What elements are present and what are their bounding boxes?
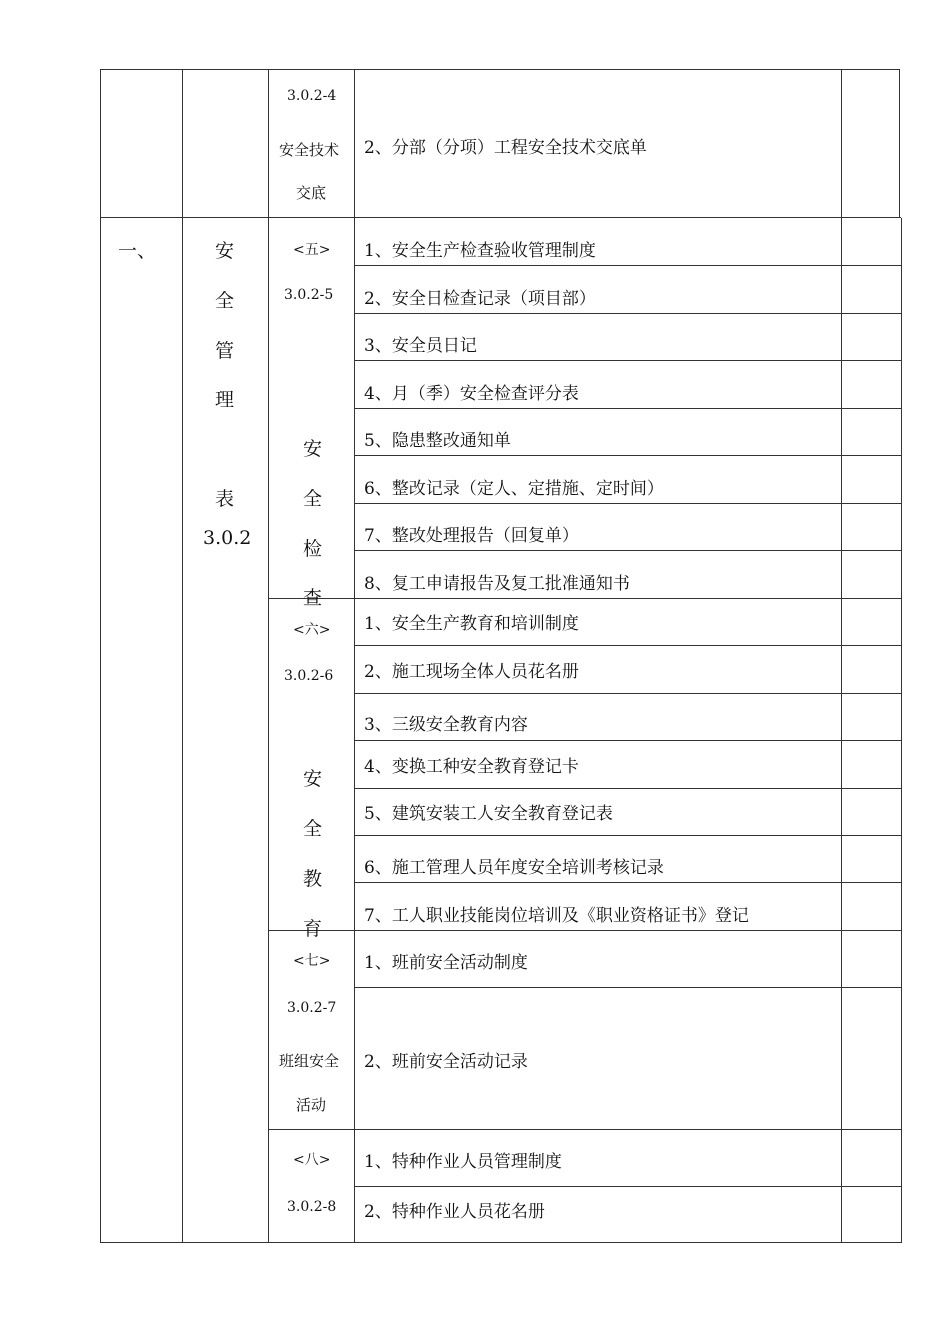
row-line xyxy=(354,313,901,314)
list-item: 5、建筑安装工人安全教育登记表 xyxy=(364,804,613,824)
row-line xyxy=(354,740,901,741)
block-code: 3.0.2-7 xyxy=(287,1000,337,1016)
list-item: 7、工人职业技能岗位培训及《职业资格证书》登记 xyxy=(364,906,749,926)
list-item: 4、变换工种安全教育登记卡 xyxy=(364,757,579,777)
col-line-left xyxy=(100,69,101,1243)
list-item: 2、施工现场全体人员花名册 xyxy=(364,662,579,682)
row-line xyxy=(354,455,901,456)
list-item: 1、特种作业人员管理制度 xyxy=(364,1152,562,1172)
col-line-1 xyxy=(182,69,183,1243)
row-line xyxy=(354,882,901,883)
list-item: 1、安全生产教育和培训制度 xyxy=(364,614,579,634)
block-name-char: 全 xyxy=(303,818,323,840)
row-line xyxy=(354,1186,901,1187)
list-item: 3、安全员日记 xyxy=(364,336,477,356)
block-name-char: 教 xyxy=(303,868,323,890)
list-item: 2、班前安全活动记录 xyxy=(364,1052,528,1072)
block-name-char: 安 xyxy=(303,768,323,790)
list-item: 6、整改记录（定人、定措施、定时间） xyxy=(364,479,664,499)
block-number: <五> xyxy=(293,242,331,258)
list-item: 2、安全日检查记录（项目部） xyxy=(364,289,596,309)
list-item: 2、分部（分项）工程安全技术交底单 xyxy=(364,138,647,158)
list-item: 7、整改处理报告（回复单） xyxy=(364,526,579,546)
row-line xyxy=(354,550,901,551)
block-number: <七> xyxy=(293,953,331,969)
block-name-char: 安 xyxy=(303,438,323,460)
row-line xyxy=(354,265,901,266)
block-name-char: 全 xyxy=(303,488,323,510)
col-line-right xyxy=(901,218,902,1243)
col-line-3 xyxy=(354,69,355,1243)
list-item: 6、施工管理人员年度安全培训考核记录 xyxy=(364,858,664,878)
row-line xyxy=(354,645,901,646)
block-code: 3.0.2-5 xyxy=(284,287,334,303)
list-item: 4、月（季）安全检查评分表 xyxy=(364,384,579,404)
table-title-char: 安 xyxy=(215,240,235,262)
table-title-char: 表 xyxy=(215,488,235,510)
block-name-column xyxy=(269,760,354,940)
row-line xyxy=(354,503,901,504)
row-line xyxy=(354,360,901,361)
list-item: 2、特种作业人员花名册 xyxy=(364,1202,545,1222)
block-code: 3.0.2-6 xyxy=(284,668,334,684)
row-line-3026 xyxy=(268,930,901,931)
list-item: 5、隐患整改通知单 xyxy=(364,431,511,451)
list-item: 8、复工申请报告及复工批准通知书 xyxy=(364,574,630,594)
block-name: 活动 xyxy=(296,1096,327,1114)
block-code: 3.0.2-8 xyxy=(287,1199,337,1215)
block-name-char: 查 xyxy=(303,587,323,609)
block-name-column xyxy=(269,430,354,609)
row-line xyxy=(354,693,901,694)
row-line xyxy=(354,408,901,409)
table-border-top xyxy=(100,69,900,70)
table-border-bottom xyxy=(100,1242,902,1243)
block-name-char: 检 xyxy=(303,538,323,560)
col-line-4 xyxy=(841,69,842,1243)
list-item: 3、三级安全教育内容 xyxy=(364,715,528,735)
section-label: 一、 xyxy=(118,240,157,262)
block-number: <八> xyxy=(293,1152,331,1168)
row-line-3025 xyxy=(268,598,901,599)
row-line xyxy=(354,987,901,988)
row-line xyxy=(354,788,901,789)
block-name: 交底 xyxy=(296,184,327,202)
row-line-3027 xyxy=(268,1129,901,1130)
list-item: 1、班前安全活动制度 xyxy=(364,953,528,973)
col-line-right-top xyxy=(899,69,900,218)
table-title-char: 理 xyxy=(215,389,235,411)
block-name: 安全技术 xyxy=(279,141,340,159)
row-line xyxy=(354,835,901,836)
table-code: 3.0.2 xyxy=(203,527,252,549)
block-number: <六> xyxy=(293,622,331,638)
block-name: 班组安全 xyxy=(279,1052,340,1070)
block-code: 3.0.2-4 xyxy=(287,88,337,104)
row-line-3024 xyxy=(100,217,901,218)
table-title-char: 管 xyxy=(215,340,235,362)
table-title-char: 全 xyxy=(215,290,235,312)
col-line-2 xyxy=(268,69,269,1243)
list-item: 1、安全生产检查验收管理制度 xyxy=(364,241,596,261)
block-name-char: 育 xyxy=(303,918,323,940)
